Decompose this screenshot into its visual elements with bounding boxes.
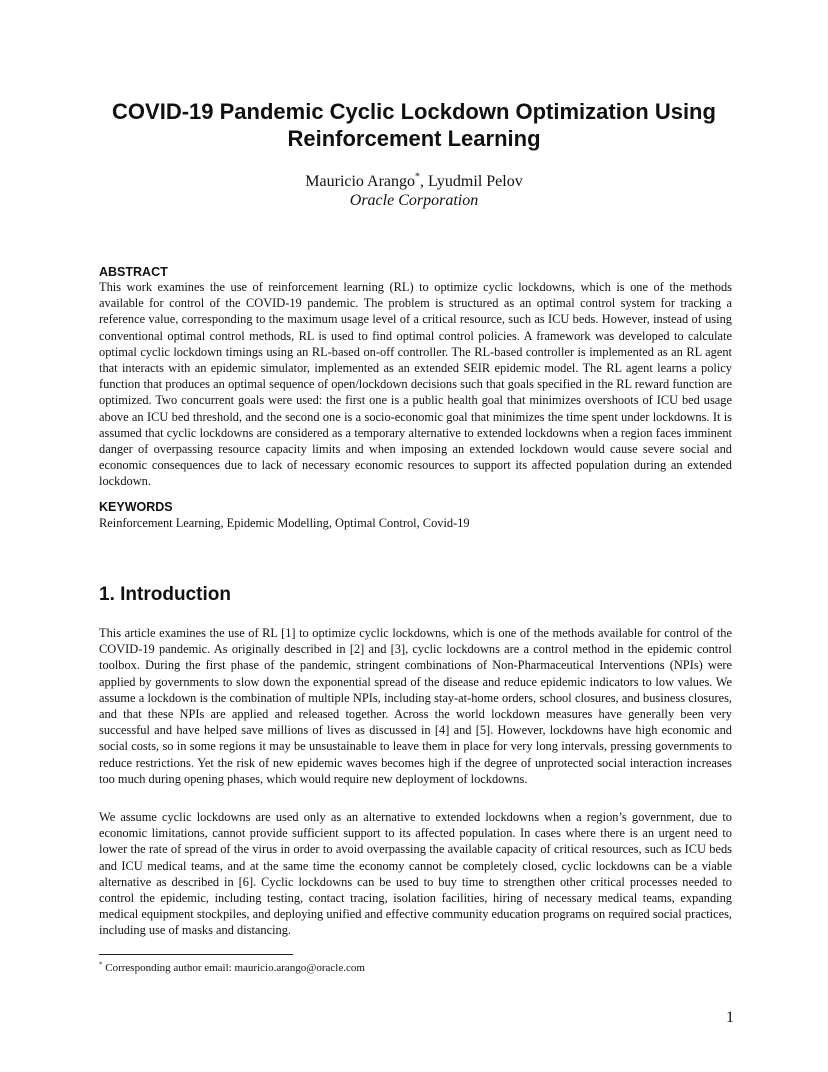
footnote [99,961,365,975]
footnote-text: Corresponding author email: mauricio.arango@oracle.com [102,962,365,974]
corresponding-author-mark: * [415,171,421,183]
abstract-text: This work examines the use of reinforcement learning (RL) to optimize cyclic lockdowns, which is one of the methods available for control of the COVID-19 pandemic. The problem is structured as an optimal control system for tracking a reference value, corresponding to the maximum usage level of a critical resource, such as ICU beds. However, instead of using conventional optimal control methods, RL is used to find optimal control policies. A framework was developed to calculate optimal cyclic lockdown timings using an RL-based on-off controller. The RL-based controller is implemented as an RL agent that interacts with an epidemic simulator, implemented as an extended SEIR epidemic model. The RL agent learns a policy function that produces an optimal sequence of open/lockdown decisions such that goals specified in the RL reward function are optimized. Two concurrent goals were used: the first one is a public health goal that minimizes overshoots of ICU bed usage above an ICU bed threshold, and the second one is a socio-economic goal that minimizes the time spent under lockdowns. It is assumed that cyclic lockdowns are considered as a temporary alternative to extended lockdowns when a region faces imminent danger of overpassing resource capacity limits and when imposing an extended lockdown would cause severe social and economic consequences due to lack of necessary economic resources to support its affected population during an extended lockdown. [99,280,732,489]
page-number: 1 [726,1009,734,1026]
author-name-first: Mauricio Arango [305,173,416,190]
introduction-heading: 1. Introduction [99,584,231,605]
author-name-rest: , Lyudmil Pelov [420,173,523,190]
abstract-heading: ABSTRACT [99,265,168,279]
keywords-text: Reinforcement Learning, Epidemic Modelling, Optimal Control, Covid-19 [99,516,470,530]
introduction-paragraph: We assume cyclic lockdowns are used only as an alternative to extended lockdowns when a region’s government, due to economic limitations, cannot provide sufficient support to its affected population. In cases where there is an urgent need to lower the rate of spread of the virus in order to avoid overpassing the available capacity of critical resources, such as ICU beds and ICU medical teams, and at the same time the economy cannot be completely closed, cyclic lockdowns can be a viable alternative as described in [6]. Cyclic lockdowns can be used to buy time to strengthen other critical processes needed to control the epidemic, including testing, contact tracing, isolation facilities, hiring of necessary medical teams, expanding medical equipment stockpiles, and deploying unified and effective community education programs on required social practices, including use of masks and distancing. [99,810,732,938]
footnote-mark: * [99,960,103,969]
footnote-separator [99,954,293,955]
author-list [60,172,768,191]
introduction-paragraph: This article examines the use of RL [1] to optimize cyclic lockdowns, which is one of the methods available for control of the COVID-19 pandemic. As originally described in [2] and [3], cyclic lockdowns are a control method in the epidemic control toolbox. During the first phase of the pandemic, stringent combinations of Non-Pharmaceutical Interventions (NPIs) were applied by governments to slow down the exponential spread of the disease and reduce epidemic indicators to low values. We assume a lockdown is the combination of multiple NPIs, including stay-at-home orders, school closures, and business closures, and that these NPIs are applied and released together. Across the world lockdown measures have generally been very successful and have helped save millions of lives as discussed in [4] and [5]. However, lockdowns have high economic and social costs, so in some regions it may be unsustainable to leave them in place for very long intervals, pressing governments to reduce restrictions. Yet the risk of new epidemic waves becomes high if the degree of unprotected social interaction increases too much during opening phases, which would require new deployment of lockdowns. [99,626,732,786]
paper-title: COVID-19 Pandemic Cyclic Lockdown Optimization Using Reinforcement Learning [112,99,716,151]
author-affiliation: Oracle Corporation [349,192,479,209]
keywords-heading: KEYWORDS [99,500,173,514]
